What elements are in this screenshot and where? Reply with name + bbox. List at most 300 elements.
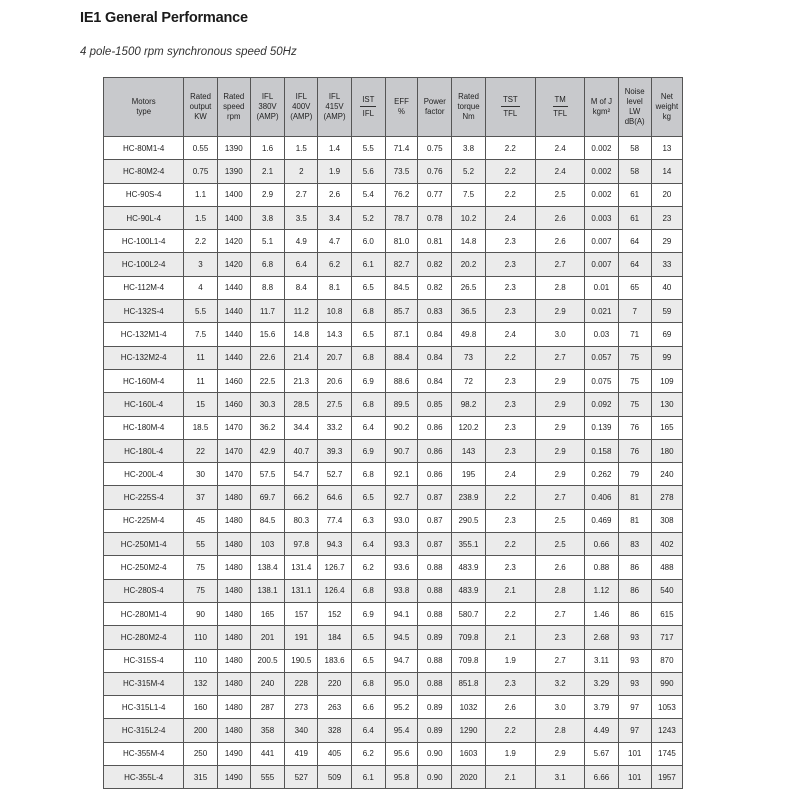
- table-cell: 0.82: [418, 253, 452, 276]
- table-cell: 2.2: [485, 346, 535, 369]
- table-cell: 77.4: [318, 509, 351, 532]
- table-row: [104, 766, 683, 789]
- table-cell: 93: [618, 672, 651, 695]
- table-cell: 717: [651, 626, 682, 649]
- table-cell: 0.158: [585, 439, 618, 462]
- table-cell: 138.1: [250, 579, 284, 602]
- table-cell: 990: [651, 672, 682, 695]
- table-cell: 5.5: [351, 137, 385, 160]
- table-cell: 220: [318, 672, 351, 695]
- column-header-line: 415V: [325, 102, 344, 111]
- table-cell: 20.6: [318, 369, 351, 392]
- table-cell: 36.2: [250, 416, 284, 439]
- table-cell: 3.5: [285, 206, 318, 229]
- table-cell: 54.7: [285, 463, 318, 486]
- column-header: [318, 78, 351, 137]
- table-cell: 0.88: [418, 579, 452, 602]
- table-cell: 97: [618, 696, 651, 719]
- table-cell: HC-132M2-4: [104, 346, 184, 369]
- table-cell: 1290: [452, 719, 485, 742]
- table-cell: 5.67: [585, 742, 618, 765]
- table-cell: 33: [651, 253, 682, 276]
- table-cell: 2.4: [536, 137, 585, 160]
- table-cell: HC-160M-4: [104, 369, 184, 392]
- table-cell: 6.4: [285, 253, 318, 276]
- table-cell: 228: [285, 672, 318, 695]
- table-row: [104, 276, 683, 299]
- table-cell: 0.84: [418, 323, 452, 346]
- table-cell: 110: [184, 649, 217, 672]
- table-cell: 0.057: [585, 346, 618, 369]
- table-cell: 6.5: [351, 276, 385, 299]
- table-cell: 160: [184, 696, 217, 719]
- table-cell: 0.66: [585, 533, 618, 556]
- column-header-line: output: [189, 102, 212, 111]
- table-cell: 402: [651, 533, 682, 556]
- column-header-line: factor: [424, 107, 445, 116]
- table-cell: 7: [618, 300, 651, 323]
- table-cell: 201: [250, 626, 284, 649]
- table-cell: 200: [184, 719, 217, 742]
- table-cell: HC-315L2-4: [104, 719, 184, 742]
- table-cell: 5.6: [351, 160, 385, 183]
- table-cell: 2.3: [485, 393, 535, 416]
- table-cell: 5.1: [250, 230, 284, 253]
- table-cell: 2.3: [485, 416, 535, 439]
- table-cell: 1.9: [485, 649, 535, 672]
- table-cell: 58: [618, 160, 651, 183]
- table-cell: 2.3: [485, 556, 535, 579]
- table-cell: 2.2: [485, 719, 535, 742]
- table-cell: 69.7: [250, 486, 284, 509]
- table-cell: 0.469: [585, 509, 618, 532]
- table-cell: 6.8: [351, 300, 385, 323]
- table-cell: 1480: [217, 719, 250, 742]
- table-cell: 5.2: [452, 160, 485, 183]
- table-cell: 540: [651, 579, 682, 602]
- table-cell: 6.8: [351, 463, 385, 486]
- table-cell: 86: [618, 579, 651, 602]
- table-cell: HC-200L-4: [104, 463, 184, 486]
- table-cell: 3.79: [585, 696, 618, 719]
- table-cell: 6.1: [351, 766, 385, 789]
- column-header: [618, 78, 651, 137]
- table-cell: 42.9: [250, 439, 284, 462]
- table-cell: 0.82: [418, 276, 452, 299]
- performance-table: [103, 77, 683, 789]
- column-header-line: Nm: [462, 112, 475, 121]
- table-cell: 0.88: [585, 556, 618, 579]
- table-cell: 83: [618, 533, 651, 556]
- table-cell: 93.3: [385, 533, 417, 556]
- table-cell: 308: [651, 509, 682, 532]
- column-header-line: 380V: [258, 102, 277, 111]
- column-header: [184, 78, 217, 137]
- table-cell: 2.2: [485, 137, 535, 160]
- table-cell: 84.5: [385, 276, 417, 299]
- table-cell: 81: [618, 509, 651, 532]
- table-cell: 94.5: [385, 626, 417, 649]
- table-cell: 99: [651, 346, 682, 369]
- table-cell: 6.5: [351, 486, 385, 509]
- column-header-line: M of J: [590, 97, 613, 106]
- column-header-line: IST: [360, 95, 376, 107]
- table-cell: 1420: [217, 253, 250, 276]
- table-body: [104, 137, 683, 789]
- table-row: [104, 602, 683, 625]
- table-cell: 2.68: [585, 626, 618, 649]
- table-cell: HC-80M1-4: [104, 137, 184, 160]
- table-row: [104, 463, 683, 486]
- column-header-line: IFL: [261, 92, 274, 101]
- table-cell: 2.8: [536, 579, 585, 602]
- column-header-line: Power: [423, 97, 446, 106]
- table-cell: 1480: [217, 672, 250, 695]
- table-cell: 14: [651, 160, 682, 183]
- table-row: [104, 579, 683, 602]
- column-header-line: kg: [662, 112, 672, 121]
- column-header-line: IFL: [328, 92, 341, 101]
- table-cell: 191: [285, 626, 318, 649]
- table-cell: 6.2: [351, 742, 385, 765]
- table-cell: HC-180M-4: [104, 416, 184, 439]
- table-cell: 37: [184, 486, 217, 509]
- table-cell: 2.3: [485, 439, 535, 462]
- page-subtitle: 4 pole-1500 rpm synchronous speed 50Hz: [80, 46, 297, 58]
- column-header-line: 400V: [292, 102, 311, 111]
- table-cell: 21.4: [285, 346, 318, 369]
- table-cell: 1400: [217, 183, 250, 206]
- table-cell: 0.87: [418, 533, 452, 556]
- table-cell: 1480: [217, 579, 250, 602]
- table-cell: HC-280M1-4: [104, 602, 184, 625]
- table-cell: 94.7: [385, 649, 417, 672]
- table-cell: 7.5: [184, 323, 217, 346]
- table-cell: 14.8: [452, 230, 485, 253]
- table-cell: 4.9: [285, 230, 318, 253]
- table-cell: 1.46: [585, 602, 618, 625]
- table-row: [104, 533, 683, 556]
- table-cell: 10.8: [318, 300, 351, 323]
- table-cell: 92.7: [385, 486, 417, 509]
- table-cell: 6.8: [351, 579, 385, 602]
- table-cell: 1243: [651, 719, 682, 742]
- table-cell: 75: [618, 393, 651, 416]
- table-cell: 1.12: [585, 579, 618, 602]
- table-cell: 0.002: [585, 137, 618, 160]
- table-cell: 3.4: [318, 206, 351, 229]
- table-cell: 6.2: [351, 556, 385, 579]
- table-cell: 0.86: [418, 439, 452, 462]
- table-cell: 69: [651, 323, 682, 346]
- table-cell: 6.8: [351, 672, 385, 695]
- column-header-line: KW: [194, 112, 207, 121]
- table-cell: 2: [285, 160, 318, 183]
- table-row: [104, 160, 683, 183]
- table-cell: 71.4: [385, 137, 417, 160]
- table-cell: HC-250M2-4: [104, 556, 184, 579]
- table-row: [104, 369, 683, 392]
- table-cell: 0.01: [585, 276, 618, 299]
- table-cell: 2.3: [536, 626, 585, 649]
- table-cell: 184: [318, 626, 351, 649]
- table-cell: 1480: [217, 602, 250, 625]
- column-header-line: weight: [655, 102, 679, 111]
- table-cell: 2.9: [536, 439, 585, 462]
- table-cell: 6.4: [351, 533, 385, 556]
- table-cell: 278: [651, 486, 682, 509]
- table-cell: 0.88: [418, 602, 452, 625]
- table-cell: 66.2: [285, 486, 318, 509]
- table-cell: 75: [618, 369, 651, 392]
- table-cell: 2.2: [485, 533, 535, 556]
- table-cell: 8.8: [250, 276, 284, 299]
- table-cell: 86: [618, 556, 651, 579]
- table-cell: 263: [318, 696, 351, 719]
- table-cell: 0.87: [418, 509, 452, 532]
- table-cell: 6.66: [585, 766, 618, 789]
- table-cell: 1390: [217, 137, 250, 160]
- column-header: [585, 78, 618, 137]
- table-cell: 8.1: [318, 276, 351, 299]
- table-cell: 95.2: [385, 696, 417, 719]
- table-cell: 0.89: [418, 696, 452, 719]
- table-cell: 3.2: [536, 672, 585, 695]
- column-header-line: Rated: [223, 92, 245, 101]
- table-cell: 2.6: [536, 230, 585, 253]
- table-cell: 2.1: [485, 766, 535, 789]
- table-cell: 6.9: [351, 369, 385, 392]
- table-cell: 93: [618, 649, 651, 672]
- table-cell: 2.2: [485, 183, 535, 206]
- table-row: [104, 253, 683, 276]
- table-cell: 1.4: [318, 137, 351, 160]
- table-cell: 1.6: [250, 137, 284, 160]
- table-cell: HC-100L1-4: [104, 230, 184, 253]
- column-header-line: EFF: [394, 97, 409, 106]
- table-cell: 2.3: [485, 300, 535, 323]
- table-cell: 22: [184, 439, 217, 462]
- column-header-line: (AMP): [290, 112, 313, 121]
- table-cell: 98.2: [452, 393, 485, 416]
- table-cell: 0.075: [585, 369, 618, 392]
- table-cell: 2.7: [536, 486, 585, 509]
- table-cell: 73: [452, 346, 485, 369]
- table-cell: 2.7: [536, 346, 585, 369]
- table-cell: 33.2: [318, 416, 351, 439]
- table-cell: 1032: [452, 696, 485, 719]
- table-cell: 615: [651, 602, 682, 625]
- table-cell: 2020: [452, 766, 485, 789]
- column-header: [217, 78, 250, 137]
- table-cell: 88.6: [385, 369, 417, 392]
- table-cell: 94.1: [385, 602, 417, 625]
- table-cell: 180: [651, 439, 682, 462]
- table-cell: 1957: [651, 766, 682, 789]
- table-cell: 58: [618, 137, 651, 160]
- table-cell: 340: [285, 719, 318, 742]
- table-cell: 36.5: [452, 300, 485, 323]
- table-cell: HC-132M1-4: [104, 323, 184, 346]
- table-cell: 483.9: [452, 556, 485, 579]
- table-cell: HC-315M-4: [104, 672, 184, 695]
- table-cell: HC-80M2-4: [104, 160, 184, 183]
- table-cell: 580.7: [452, 602, 485, 625]
- table-cell: 1440: [217, 323, 250, 346]
- table-cell: 0.86: [418, 463, 452, 486]
- column-header: [536, 78, 585, 137]
- table-row: [104, 206, 683, 229]
- table-cell: 132: [184, 672, 217, 695]
- column-header-line: TST: [501, 95, 520, 107]
- table-cell: 5.2: [351, 206, 385, 229]
- table-cell: 0.90: [418, 742, 452, 765]
- table-cell: 6.1: [351, 253, 385, 276]
- table-cell: 0.007: [585, 253, 618, 276]
- table-cell: 39.3: [318, 439, 351, 462]
- table-cell: 1490: [217, 742, 250, 765]
- table-cell: 2.1: [250, 160, 284, 183]
- table-cell: 23: [651, 206, 682, 229]
- table-cell: 2.4: [485, 463, 535, 486]
- table-cell: 1053: [651, 696, 682, 719]
- table-cell: 1480: [217, 649, 250, 672]
- table-cell: 93: [618, 626, 651, 649]
- table-cell: 328: [318, 719, 351, 742]
- table-cell: 79: [618, 463, 651, 486]
- table-cell: 97.8: [285, 533, 318, 556]
- table-cell: 0.75: [418, 137, 452, 160]
- table-cell: 86: [618, 602, 651, 625]
- table-cell: 21.3: [285, 369, 318, 392]
- table-cell: 4: [184, 276, 217, 299]
- table-cell: 6.2: [318, 253, 351, 276]
- table-cell: 2.5: [536, 533, 585, 556]
- table-cell: 34.4: [285, 416, 318, 439]
- table-cell: 0.89: [418, 626, 452, 649]
- table-cell: 2.6: [318, 183, 351, 206]
- table-cell: HC-132S-4: [104, 300, 184, 323]
- table-cell: 10.2: [452, 206, 485, 229]
- table-cell: 40: [651, 276, 682, 299]
- table-row: [104, 486, 683, 509]
- table-cell: HC-112M-4: [104, 276, 184, 299]
- table-cell: 3: [184, 253, 217, 276]
- column-header-line: type: [136, 107, 152, 116]
- table-cell: 0.003: [585, 206, 618, 229]
- table-cell: 109: [651, 369, 682, 392]
- column-header: [285, 78, 318, 137]
- column-header-line: (AMP): [323, 112, 346, 121]
- table-cell: 1470: [217, 439, 250, 462]
- table-cell: 143: [452, 439, 485, 462]
- table-cell: 527: [285, 766, 318, 789]
- table-row: [104, 509, 683, 532]
- table-cell: 6.8: [250, 253, 284, 276]
- table-cell: 1460: [217, 369, 250, 392]
- table-cell: HC-250M1-4: [104, 533, 184, 556]
- table-cell: 240: [651, 463, 682, 486]
- table-cell: 1490: [217, 766, 250, 789]
- table-cell: 1470: [217, 463, 250, 486]
- table-row: [104, 672, 683, 695]
- table-cell: 6.4: [351, 416, 385, 439]
- column-header-line: TM: [553, 95, 568, 107]
- table-cell: 851.8: [452, 672, 485, 695]
- table-cell: 64: [618, 230, 651, 253]
- table-row: [104, 439, 683, 462]
- table-cell: 2.8: [536, 276, 585, 299]
- table-cell: 64: [618, 253, 651, 276]
- table-cell: 0.87: [418, 486, 452, 509]
- table-cell: 49.8: [452, 323, 485, 346]
- table-cell: 6.8: [351, 393, 385, 416]
- column-header-line: Rated: [190, 92, 211, 101]
- table-cell: 2.9: [536, 369, 585, 392]
- table-cell: 30: [184, 463, 217, 486]
- table-cell: 315: [184, 766, 217, 789]
- table-cell: 6.0: [351, 230, 385, 253]
- table-row: [104, 323, 683, 346]
- table-cell: 2.3: [485, 230, 535, 253]
- table-cell: 2.5: [536, 183, 585, 206]
- table-cell: 90: [184, 602, 217, 625]
- column-header: [651, 78, 682, 137]
- table-cell: 195: [452, 463, 485, 486]
- table-cell: 11: [184, 369, 217, 392]
- table-cell: 1480: [217, 696, 250, 719]
- table-cell: 18.5: [184, 416, 217, 439]
- table-cell: 2.4: [485, 323, 535, 346]
- table-cell: 93.6: [385, 556, 417, 579]
- table-cell: 1.9: [318, 160, 351, 183]
- table-cell: 290.5: [452, 509, 485, 532]
- table-cell: 152: [318, 602, 351, 625]
- table-cell: 7.5: [452, 183, 485, 206]
- table-cell: HC-160L-4: [104, 393, 184, 416]
- table-cell: 126.4: [318, 579, 351, 602]
- table-cell: 2.3: [485, 253, 535, 276]
- table-cell: 20.7: [318, 346, 351, 369]
- column-header-line: Rated: [458, 92, 479, 101]
- table-cell: 2.7: [536, 602, 585, 625]
- table-cell: 3.0: [536, 323, 585, 346]
- table-cell: 0.021: [585, 300, 618, 323]
- table-cell: 71: [618, 323, 651, 346]
- table-cell: 59: [651, 300, 682, 323]
- table-cell: 0.75: [184, 160, 217, 183]
- column-header-line: level: [626, 97, 643, 106]
- table-cell: 93.8: [385, 579, 417, 602]
- table-cell: 20: [651, 183, 682, 206]
- table-cell: HC-225S-4: [104, 486, 184, 509]
- table-cell: 483.9: [452, 579, 485, 602]
- table-cell: 101: [618, 742, 651, 765]
- table-cell: 15.6: [250, 323, 284, 346]
- table-cell: 157: [285, 602, 318, 625]
- table-cell: 2.3: [485, 509, 535, 532]
- table-cell: 1.5: [285, 137, 318, 160]
- column-header: [452, 78, 485, 137]
- table-cell: 0.77: [418, 183, 452, 206]
- table-cell: 0.88: [418, 672, 452, 695]
- table-cell: 78.7: [385, 206, 417, 229]
- table-cell: 76: [618, 439, 651, 462]
- table-cell: 1603: [452, 742, 485, 765]
- table-cell: HC-355M-4: [104, 742, 184, 765]
- table-row: [104, 393, 683, 416]
- table-row: [104, 183, 683, 206]
